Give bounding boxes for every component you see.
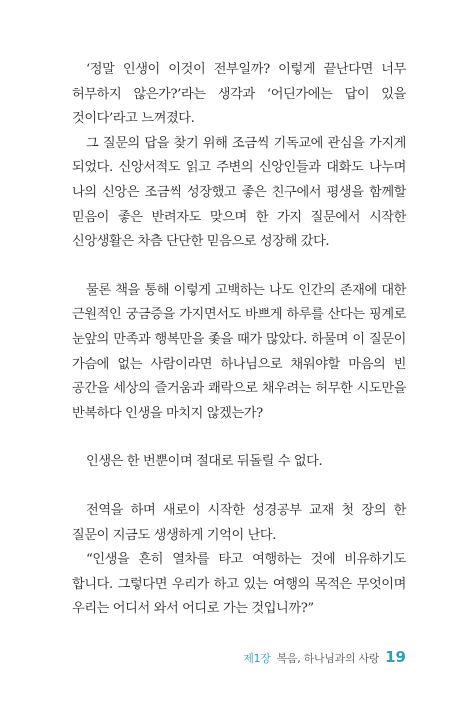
paragraph-gap <box>72 475 406 499</box>
paragraph-1: ‘정말 인생이 이것이 전부일까? 이렇게 끝난다면 너무 허무하지 않은가?’라는 생각과 ‘어딘가에는 답이 있을 것이다’라고 느껴졌다. <box>72 62 406 127</box>
paragraph-gap <box>72 426 406 450</box>
paragraph-5: 전역을 하며 새로이 시작한 성경공부 교재 첫 장의 한 질문이 지금도 생생하게 기억이 난다. <box>72 502 406 543</box>
paragraph-4: 인생은 한 번뿐이며 절대로 뒤돌릴 수 없다. <box>86 454 323 470</box>
page-number: 19 <box>385 648 406 666</box>
page-body <box>72 58 406 622</box>
chapter-label: 제1장 <box>243 652 271 665</box>
paragraph-6: “인생을 흔히 열차를 타고 여행하는 것에 비유하기도 합니다. 그렇다면 우리가 하고 있는 여행의 목적은 무엇이며 우리는 어디서 와서 어디로 가는 것입니까?” <box>72 552 406 617</box>
chapter-title: 복음, 하나님과의 사랑 <box>276 652 380 665</box>
paragraph-2: 그 질문의 답을 찾기 위해 조금씩 기독교에 관심을 가지게 되었다. 신앙서적도 읽고 주변의 신앙인들과 대화도 나누며 나의 신앙은 조금씩 성장했고 좋은 친구에서 평생을 함께할 믿음이 좋은 반려자도 맞으며 한 가지 질문에서 시작한 신앙생활은 차츰 단단한 믿음으로 성장해 갔다. <box>72 135 406 250</box>
paragraph-3: 물론 책을 통해 이렇게 고백하는 나도 인간의 존재에 대한 근원적인 궁금증을 가지면서도 바쁘게 하루를 산다는 핑계로 눈앞의 만족과 행복만을 좇을 때가 많았다. 하물며 이 질문이 가슴에 없는 사람이라면 하나님으로 채워야할 마음의 빈 공간을 세상의 즐거움과 쾌락으로 채우려는 허무한 시도만을 반복하다 인생을 마치지 않겠는가? <box>72 282 406 421</box>
paragraph-gap <box>72 255 406 279</box>
page-footer <box>243 648 406 666</box>
